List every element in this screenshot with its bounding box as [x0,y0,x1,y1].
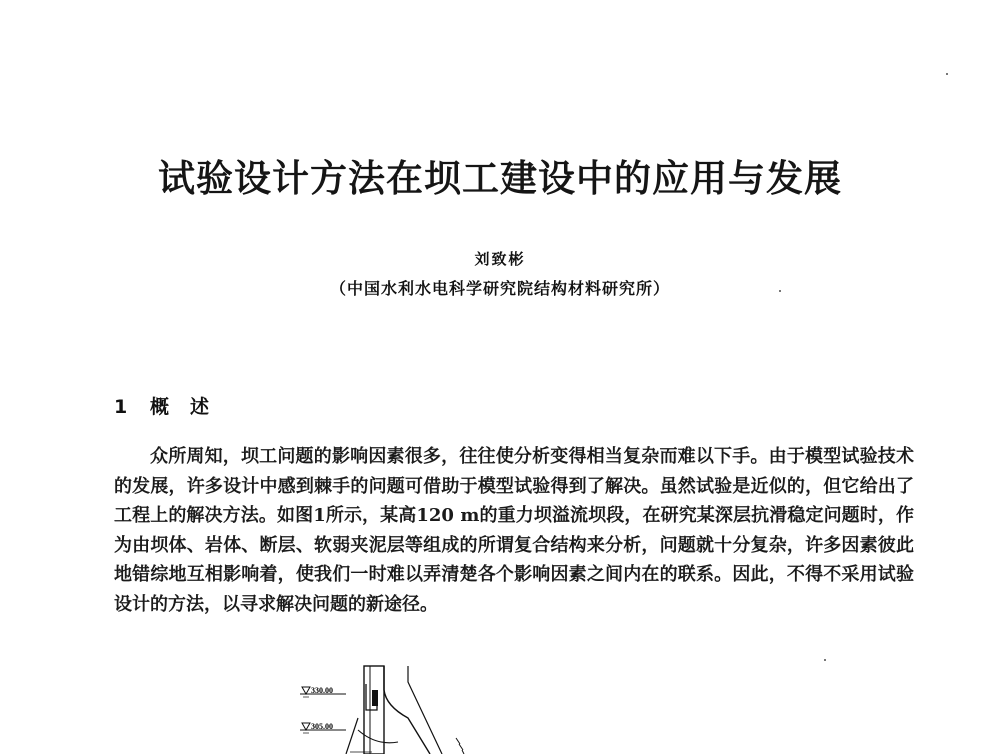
dam-body [346,666,442,754]
figure-1-dam-section [280,660,500,754]
water-level-marker-upper [300,686,346,697]
dam-pier [364,666,384,754]
water-level-label-lower: 305.00 [311,722,333,731]
scan-speck [824,659,826,661]
rock-hatching [456,738,464,754]
section-heading-part1: 概 [150,396,170,418]
spillway-outline [408,666,442,754]
author-name: 刘致彬 [474,250,526,268]
water-level-triangle-upper-icon [302,687,310,694]
hatch-stroke [456,738,460,744]
water-level-label-upper: 330.00 [311,686,333,695]
water-level-marker-lower [300,722,346,733]
scan-speck [779,290,781,292]
upstream-foot [346,718,358,754]
section-number: 1 [114,396,128,418]
paper-title: 试验设计方法在坝工建设中的应用与发展 [158,157,842,200]
author-affiliation: （中国水利水电科学研究院结构材料研究所） [329,279,670,298]
dam-diagram [280,660,500,754]
water-level-triangle-lower-icon [302,723,310,730]
scan-speck [946,73,948,75]
section-paragraph: 众所周知，坝工问题的影响因素很多，往往使分析变得相当复杂而难以下手。由于模型试验技术的发展，许多设计中感到棘手的问题可借助于模型试验得到了解决。虽然试验是近似的，但它给出了工程上的解决方法。如图1所示，某高120 m的重力坝溢流坝段，在研究某深层抗滑稳定问题时，作为由坝体、岩体、断层、软弱夹泥层等组成的所谓复合结构来分析，问题就十分复杂，许多因素彼此地错综地互相影响着，使我们一时难以弄清楚各个影响因素之间内在的联系。因此，不得不采用试验设计的方法，以寻求解决问题的新途径。 [114,446,914,615]
section-heading-part2: 述 [190,396,210,418]
section-heading [114,392,209,419]
hatch-stroke [462,750,464,754]
downstream-face [384,666,430,754]
gate-block [372,690,378,706]
hatch-stroke [459,744,463,750]
section-body [114,442,914,620]
